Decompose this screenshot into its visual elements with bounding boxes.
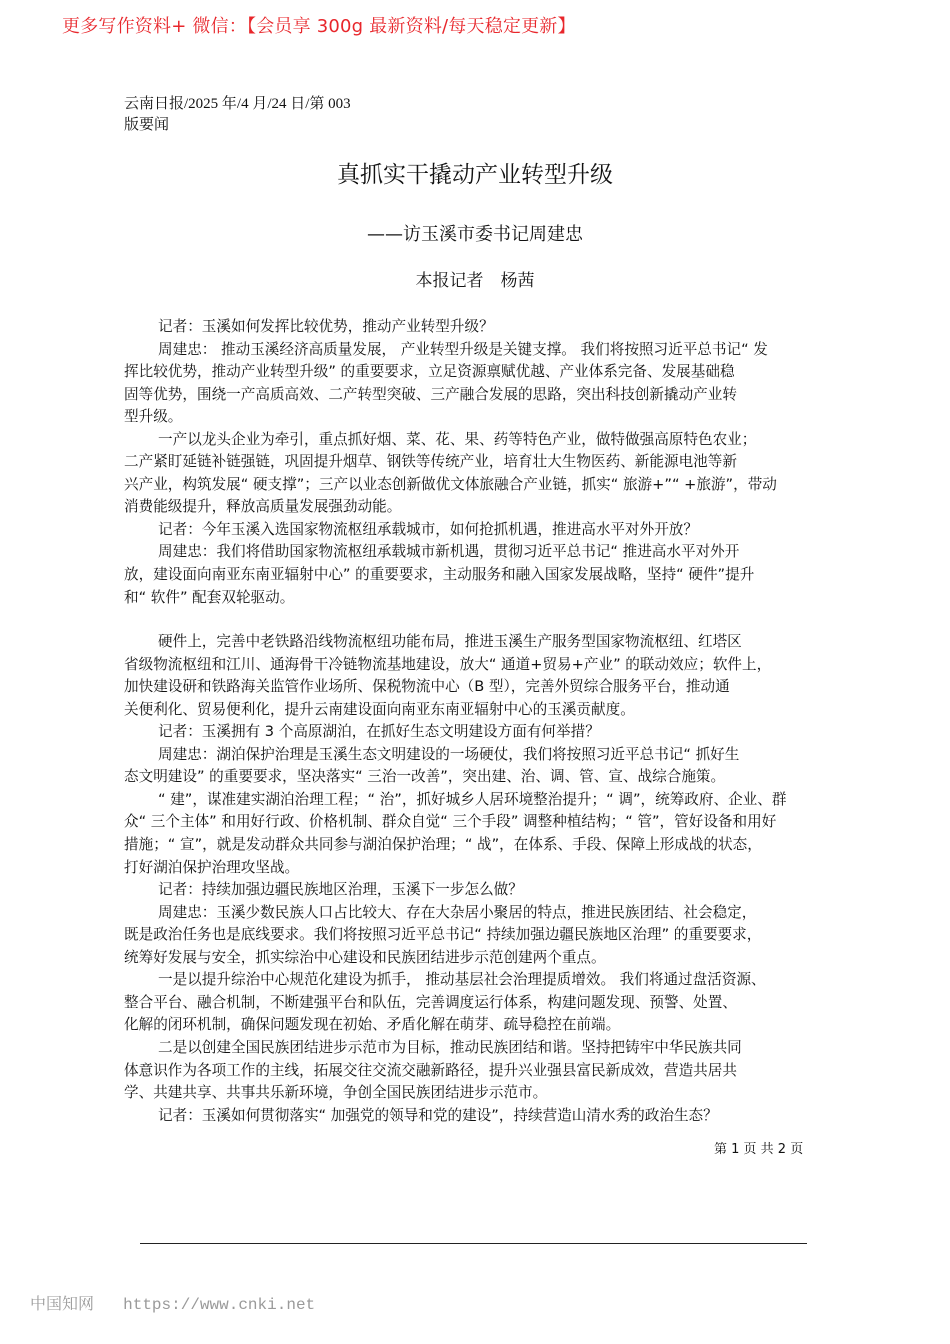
article-paragraph (124, 541, 836, 609)
paragraph-line: “ 建”，谋准建实湖泊治理工程；“ 治”，抓好城乡人居环境整治提升；“ 调”，统筹政府、企业、群 (158, 790, 787, 808)
paragraph-line: 态文明建设” 的重要要求，坚决落实“ 三治一改善”，突出建、治、调、管、宣、战综合施策。 (124, 768, 726, 786)
article-paragraph (124, 879, 836, 902)
paragraph-line: 型升级。 (124, 408, 183, 426)
paragraph-line: 学、共建共享、共事共乐新环境，争创全国民族团结进步示范市。 (124, 1084, 548, 1102)
paragraph-line: 兴产业，构筑发展“ 硬支撑”；三产以业态创新做优文体旅融合产业链，抓实“ 旅游+”“ +旅游”，带动 (124, 475, 777, 493)
article-paragraph (124, 1037, 836, 1105)
article-paragraph (124, 789, 836, 879)
article-body (124, 316, 836, 1127)
paragraph-line: 周建忠：湖泊保护治理是玉溪生态文明建设的一场硬仗，我们将按照习近平总书记“ 抓好生 (158, 745, 740, 763)
page-indicator: 第 1 页 共 2 页 (714, 1142, 804, 1157)
paragraph-line: 周建忠： 推动玉溪经济高质量发展， 产业转型升级是关键支撑。 我们将按照习近平总书记“ 发 (158, 340, 768, 358)
article-paragraph (124, 316, 836, 339)
paragraph-line: 硬件上，完善中老铁路沿线物流枢纽功能布局，推进玉溪生产服务型国家物流枢纽、红塔区 (158, 633, 742, 651)
paragraph-line: 记者：玉溪如何发挥比较优势，推动产业转型升级？ (158, 318, 494, 335)
article-byline: 本报记者 杨茜 (415, 271, 535, 291)
paragraph-line: 放，建设面向南亚东南亚辐射中心” 的重要要求，主动服务和融入国家发展战略，坚持“ 硬件”提升 (124, 566, 755, 584)
source-watermark (30, 1292, 315, 1317)
paragraph-line: 二产紧盯延链补链强链，巩固提升烟草、钢铁等传统产业，培育壮大生物医药、新能源电池等新 (124, 453, 737, 471)
paragraph-line: 加快建设研和铁路海关监管作业场所、保税物流中心（B 型），完善外贸综合服务平台，推动通 (124, 678, 730, 696)
paragraph-line: 打好湖泊保护治理攻坚战。 (124, 858, 300, 876)
watermark-url: https://www.cnki.net (123, 1296, 316, 1314)
paragraph-line: 和“ 软件” 配套双轮驱动。 (124, 588, 295, 606)
article-paragraph (124, 1105, 836, 1128)
source-line: 版要闻 (124, 117, 170, 133)
article-paragraph (124, 519, 836, 542)
article-paragraph (124, 429, 836, 519)
paragraph-line: 固等优势，围绕一产高质高效、二产转型突破、三产融合发展的思路，突出科技创新撬动产业转 (124, 385, 737, 403)
paragraph-line: 记者：玉溪拥有 3 个高原湖泊，在抓好生态文明建设方面有何举措？ (158, 723, 600, 741)
source-line: 云南日报/2025 年/4 月/24 日/第 003 (124, 96, 351, 112)
paragraph-line: 二是以创建全国民族团结进步示范市为目标，推动民族团结和谐。坚持把铸牢中华民族共同 (158, 1038, 742, 1056)
paragraph-line: 一产以龙头企业为牵引，重点抓好烟、菜、花、果、药等特色产业，做特做强高原特色农业； (158, 430, 757, 448)
promo-banner: 更多写作资料+ 微信：【会员享 300g 最新资料/每天稳定更新】 (62, 16, 576, 37)
paragraph-line: 记者：持续加强边疆民族地区治理，玉溪下一步怎么做？ (158, 881, 523, 899)
article-paragraph (124, 339, 836, 429)
paragraph-line: 记者：玉溪如何贯彻落实“ 加强党的领导和党的建设”，持续营造山清水秀的政治生态？ (158, 1106, 718, 1124)
article-paragraph (124, 902, 836, 970)
paragraph-line: 记者：今年玉溪入选国家物流枢纽承载城市，如何抢抓机遇，推进高水平对外开放？ (158, 520, 698, 538)
paragraph-line: 挥比较优势，推动产业转型升级” 的重要要求，立足资源禀赋优越、产业体系完备、发展基础稳 (124, 363, 735, 381)
paragraph-line: 既是政治任务也是底线要求。我们将按照习近平总书记“ 持续加强边疆民族地区治理” 的重要要求， (124, 926, 762, 944)
paragraph-line: 整合平台、融合机制，不断建强平台和队伍，完善调度运行体系，构建问题发现、预警、处置、 (124, 993, 737, 1011)
article-paragraph (124, 969, 836, 1037)
article-title: 真抓实干撬动产业转型升级 (337, 162, 613, 188)
article-paragraph (124, 631, 836, 721)
article-subtitle: ——访玉溪市委书记周建忠 (367, 224, 583, 245)
article-paragraph (124, 721, 836, 744)
paragraph-line: 关便利化、贸易便利化，提升云南建设面向南亚东南亚辐射中心的玉溪贡献度。 (124, 700, 635, 718)
paragraph-line: 周建忠：玉溪少数民族人口占比较大、存在大杂居小聚居的特点，推进民族团结、社会稳定， (158, 903, 757, 921)
article-paragraph (124, 744, 836, 789)
paragraph-line: 省级物流枢纽和江川、通海骨干冷链物流基地建设，放大“ 通道+贸易+产业” 的联动效应；软件上， (124, 655, 772, 673)
paragraph-line: 周建忠：我们将借助国家物流枢纽承载城市新机遇，贯彻习近平总书记“ 推进高水平对外开 (158, 543, 740, 561)
paragraph-line: 化解的闭环机制，确保问题发现在初始、矛盾化解在萌芽、疏导稳控在前端。 (124, 1016, 621, 1034)
paragraph-line: 消费能级提升，释放高质量发展强劲动能。 (124, 498, 402, 516)
paragraph-line: 措施；“ 宣”，就是发动群众共同参与湖泊保护治理；“ 战”，在体系、手段、保障上形成战的状态， (124, 836, 762, 854)
paragraph-line: 众“ 三个主体” 和用好行政、价格机制、群众自觉“ 三个手段” 调整种植结构；“ 管”，管好设备和用好 (124, 813, 777, 831)
watermark-brand: 中国知网 (30, 1294, 95, 1313)
publication-source (124, 94, 351, 136)
paragraph-line: 一是以提升综治中心规范化建设为抓手， 推动基层社会治理提质增效。 我们将通过盘活资源、 (158, 971, 766, 989)
footer-divider (140, 1243, 807, 1244)
paragraph-line: 体意识作为各项工作的主线，拓展交往交流交融新路径，提升兴业强县富民新成效，营造共居共 (124, 1061, 737, 1079)
paragraph-gap (124, 609, 836, 631)
paragraph-line: 统筹好发展与安全，抓实综治中心建设和民族团结进步示范创建两个重点。 (124, 948, 606, 966)
